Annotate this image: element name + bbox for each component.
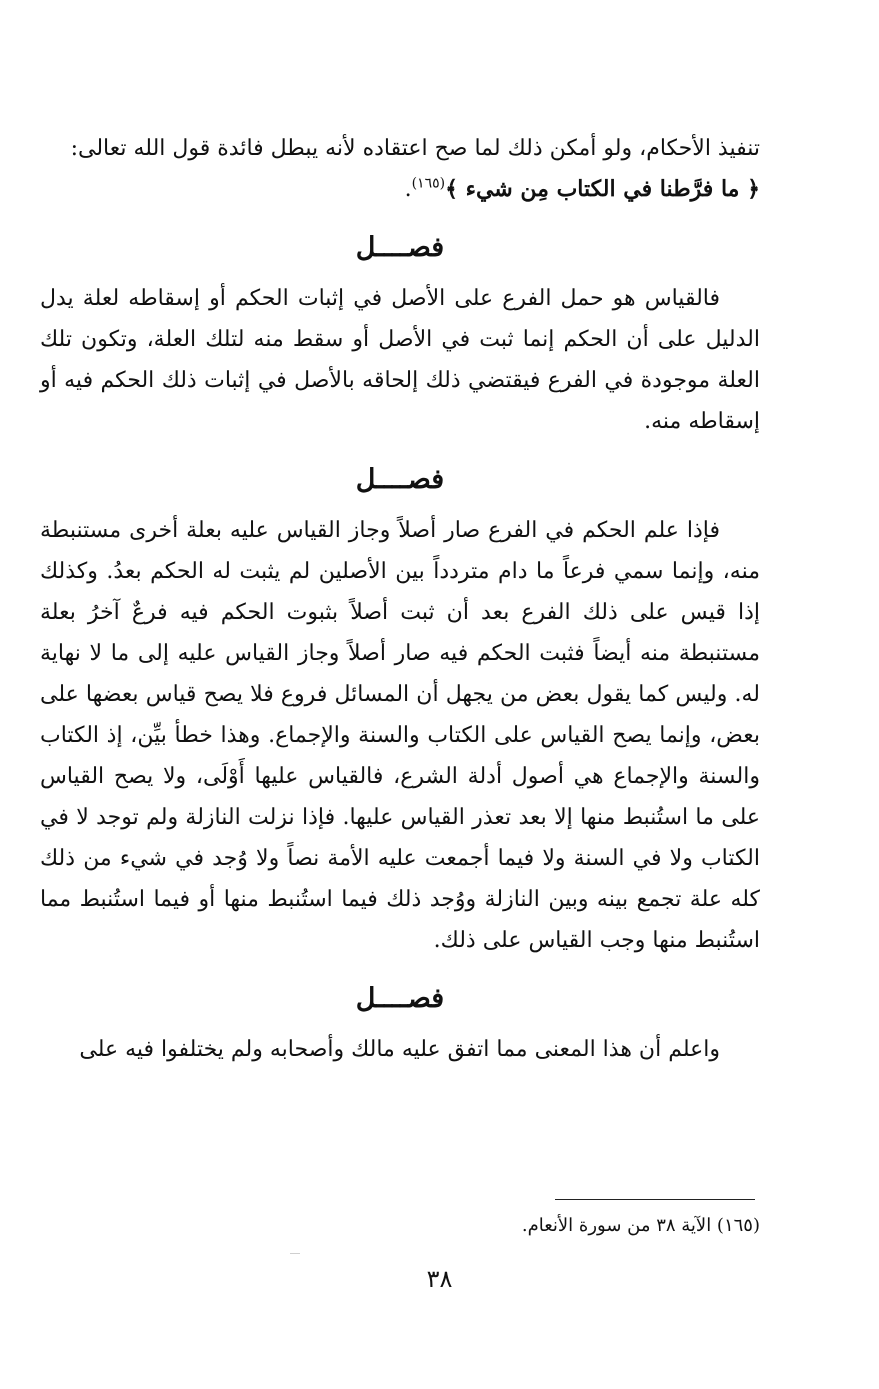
footnote-marker: (١٦٥) bbox=[411, 175, 446, 192]
page-number: ٣٨ bbox=[426, 1265, 453, 1293]
intro-paragraph bbox=[40, 128, 760, 210]
section-heading-2: فصــــل bbox=[355, 464, 445, 495]
intro-end: . bbox=[404, 177, 412, 202]
section-heading-3: فصــــل bbox=[355, 983, 445, 1014]
scan-speck bbox=[290, 1253, 300, 1254]
footnote: (١٦٥) الآية ٣٨ من سورة الأنعام. bbox=[521, 1215, 760, 1236]
page-body bbox=[40, 128, 760, 1070]
quran-verse: ﴿ ما فرَّطنا في الكتاب مِن شيء ﴾ bbox=[445, 176, 760, 202]
section-heading-1: فصــــل bbox=[355, 232, 445, 263]
section-3-paragraph: واعلم أن هذا المعنى مما اتفق عليه مالك وأصحابه ولم يختلفوا فيه على bbox=[79, 1037, 720, 1062]
section-2-paragraph: فإذا علم الحكم في الفرع صار أصلاً وجاز القياس عليه بعلة أخرى مستنبطة منه، وإنما سمي فرعاً ما دام متردداً بين الأصلين لم يثبت له الحكم بعدُ. وكذلك إذا قيس على ذلك الفرع بعد أن ثبت أصلاً بثبوت الحكم فيه فرعٌ آخرُ بعلة مستنبطة منه أيضاً فثبت الحكم فيه صار أصلاً وجاز القياس عليه إلى ما لا نهاية له. وليس كما يقول بعض من يجهل أن المسائل فروع فلا يصح قياس بعضها على بعض، وإنما يصح القياس على الكتاب والسنة والإجماع. وهذا خطأ بيِّن، إذ الكتاب والسنة والإجماع هي أصول أدلة الشرع، فالقياس عليها أَوْلَى، ولا يصح القياس على ما استُنبط منها إلا بعد تعذر القياس عليها. فإذا نزلت النازلة ولم توجد لا في الكتاب ولا في السنة ولا فيما أجمعت عليه الأمة نصاً ولا وُجد في شيء من ذلك كله علة تجمع بينه وبين النازلة ووُجد ذلك فيما استُنبط منها أو فيما استُنبط مما استُنبط منها وجب القياس على ذلك. bbox=[40, 518, 760, 953]
footnote-divider bbox=[555, 1199, 755, 1200]
section-1-paragraph: فالقياس هو حمل الفرع على الأصل في إثبات الحكم أو إسقاطه لعلة يدل الدليل على أن الحكم إنما ثبت في الأصل أو سقط منه لتلك العلة، وتكون تلك العلة موجودة في الفرع فيقتضي ذلك إلحاقه بالأصل في إثبات ذلك الحكم فيه أو إسقاطه منه. bbox=[40, 286, 760, 434]
intro-text: تنفيذ الأحكام، ولو أمكن ذلك لما صح اعتقاده لأنه يبطل فائدة قول الله تعالى: bbox=[70, 136, 760, 161]
